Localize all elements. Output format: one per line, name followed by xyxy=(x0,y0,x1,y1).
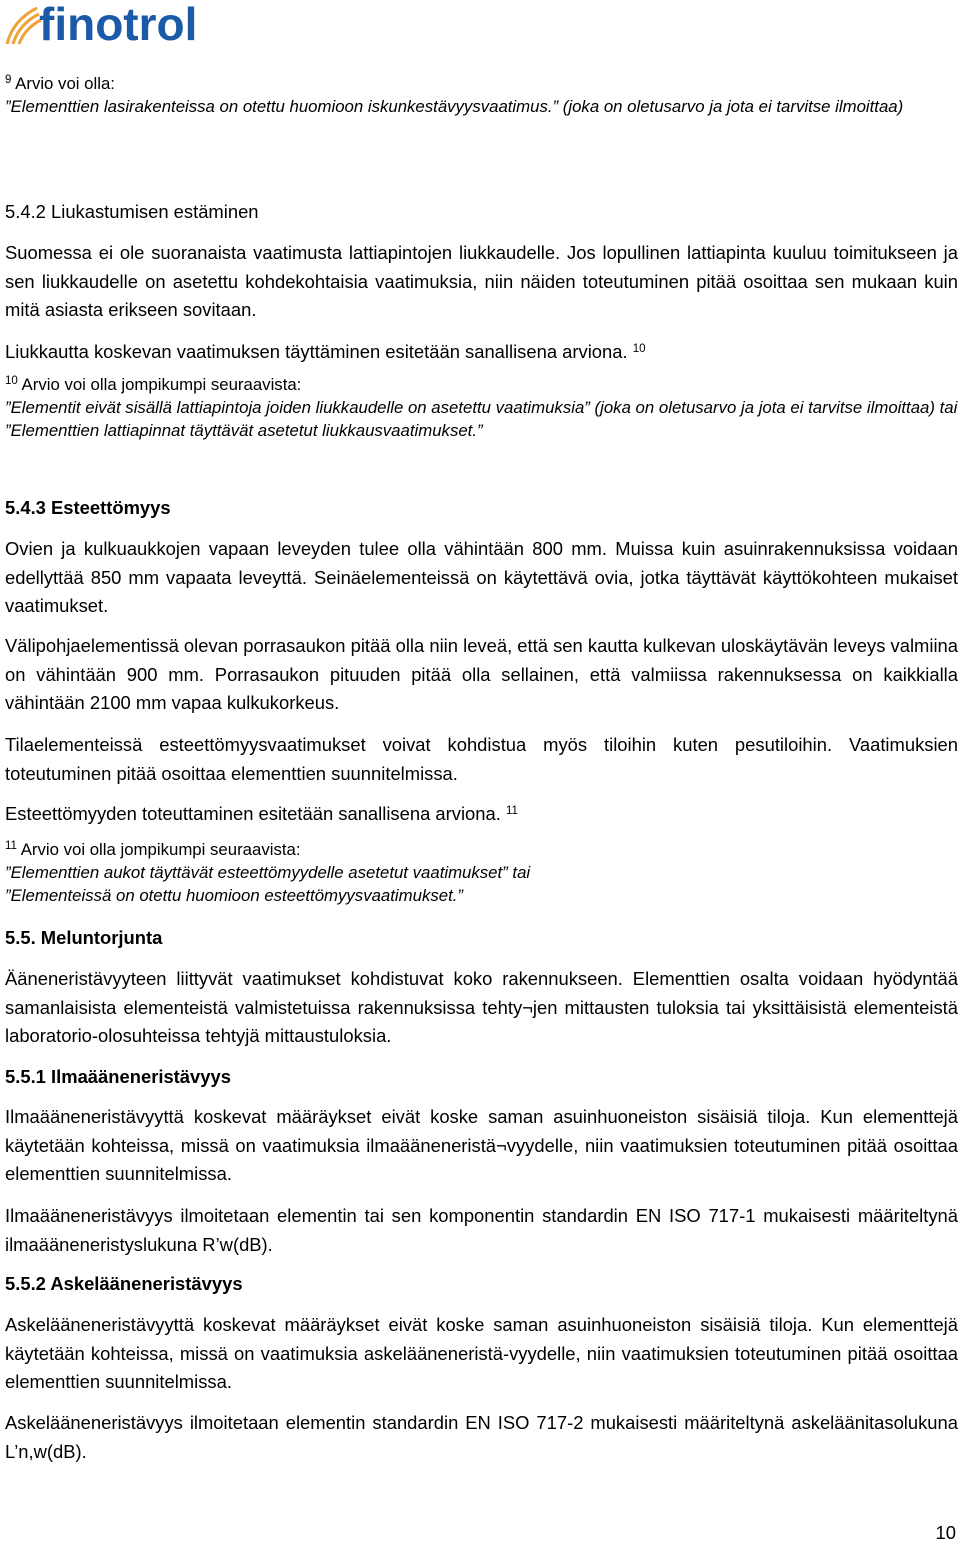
page-number: 10 xyxy=(935,1522,956,1543)
footnote-9 xyxy=(5,72,958,118)
paragraph: Suomessa ei ole suoranaista vaatimusta lattiapintojen liukkaudelle. Jos lopullinen lattiapinta kuuluu toimitukseen ja sen liukkaudelle on asetettu kohdekohtaisia vaatimuksia, niin näiden toteutuminen pitää osoittaa sen mukaan kuin mitä asiasta erikseen sovitaan. xyxy=(5,242,958,321)
footnote-ref: 11 xyxy=(505,805,518,817)
paragraph: Ovien ja kulkuaukkojen vapaan leveyden tulee olla vähintään 800 mm. Muissa kuin asuinrakennuksissa voidaan edellyttää 850 mm vapaata leveyttä. Seinäelementeissä on käytettävä ovia, jotka täyttävät käyttökohteen mukaiset vaatimukset. xyxy=(5,538,958,617)
section-5-5-2 xyxy=(5,1270,958,1299)
footnote-intro: Arvio voi olla jompikumpi seuraavista: xyxy=(21,375,302,394)
paragraph: Ääneneristävyyteen liittyvät vaatimukset kohdistuvat koko rakennukseen. Elementtien osalta voidaan hyödyntää samanlaisista elementeistä valmistetuissa rakennuksissa tehty¬jen mittausten tuloksia tai yksittäisistä elementeistä laboratorio-olosuhteissa tehtyjä mittaustuloksia. xyxy=(5,968,958,1047)
paragraph: Liukkautta koskevan vaatimuksen täyttäminen esitetään sanallisena arviona. xyxy=(5,341,628,362)
footnote-line: ”Elementeissä on otettu huomioon esteettömyysvaatimukset.” xyxy=(5,886,463,905)
finotrol-logo xyxy=(3,0,303,48)
footnote-line: ”Elementtien lattiapinnat täyttävät asetetut liukkausvaatimukset.” xyxy=(5,421,483,440)
paragraph: Tilaelementeissä esteettömyysvaatimukset voivat kohdistua myös tiloihin kuten pesutiloihin. Vaatimuksien toteutuminen pitää osoittaa elementtien suunnitelmissa. xyxy=(5,734,958,784)
section-5-5-p1 xyxy=(5,965,958,1051)
footnote-line: ”Elementtien lasirakenteissa on otettu huomioon iskunkestävyysvaatimus.” (joka on oletusarvo ja jota ei tarvitse ilmoittaa) xyxy=(5,97,904,116)
logo-mark-icon xyxy=(7,8,41,44)
footnote-intro: Arvio voi olla: xyxy=(15,74,115,93)
paragraph: Ilmaääneneristävyys ilmoitetaan elementin tai sen komponentin standardin EN ISO 717-1 mukaisesti määriteltynä ilmaääneneristyslukuna R’w(dB). xyxy=(5,1205,958,1255)
section-5-5-2-p2 xyxy=(5,1409,958,1466)
footnote-line: ”Elementit eivät sisällä lattiapintoja joiden liukkaudelle on asetettu vaatimuksia” (joka on oletusarvo ja jota ei tarvitse ilmoittaa) tai xyxy=(5,398,958,417)
section-heading: 5.5. Meluntorjunta xyxy=(5,927,163,948)
section-5-5 xyxy=(5,924,958,953)
paragraph: Askelääneneristävyyttä koskevat määräykset eivät koske saman asuinhuoneiston sisäisiä tiloja. Kun elementtejä käytetään kohteissa, missä on vaatimuksia askelääneneristä-vyydelle, niin vaatimuksien toteutuminen pitää osoittaa elementtien suunnitelmissa. xyxy=(5,1314,958,1393)
paragraph: Askelääneneristävyys ilmoitetaan elementin standardin EN ISO 717-2 mukaisesti määriteltynä askeläänitasolukuna L’n,w(dB). xyxy=(5,1412,958,1462)
section-heading: 5.5.1 Ilmaääneneristävyys xyxy=(5,1066,231,1087)
paragraph: Esteettömyyden toteuttaminen esitetään sanallisena arviona. xyxy=(5,803,501,824)
section-5-4-2 xyxy=(5,198,958,227)
footnote-number: 9 xyxy=(5,74,12,86)
footnote-number: 11 xyxy=(5,840,17,852)
footnote-line: ”Elementtien aukot täyttävät esteettömyydelle asetetut vaatimukset” tai xyxy=(5,863,531,882)
paragraph: Välipohjaelementissä olevan porrasaukon pitää olla niin leveä, että sen kautta kulkevan uloskäytävän leveys valmiina on vähintään 900 mm. Porrasaukon pituuden pitää olla sellainen, että valmiissa rakennuksessa on kaikkialla vähintään 2100 mm vapaa kulkukorkeus. xyxy=(5,635,958,714)
section-5-4-3-p4 xyxy=(5,800,958,829)
logo-wordmark: finotrol xyxy=(39,0,198,48)
section-5-5-1-p2 xyxy=(5,1202,958,1259)
section-5-4-2-p2 xyxy=(5,338,958,367)
section-5-4-3 xyxy=(5,494,958,523)
footnote-number: 10 xyxy=(5,375,18,387)
section-5-4-3-p3 xyxy=(5,731,958,788)
footnote-ref: 10 xyxy=(632,343,646,355)
section-5-5-1-p1 xyxy=(5,1103,958,1189)
footnote-11 xyxy=(5,838,958,907)
section-5-4-2-p1 xyxy=(5,239,958,325)
section-heading: 5.4.3 Esteettömyys xyxy=(5,497,171,518)
section-heading: 5.4.2 Liukastumisen estäminen xyxy=(5,201,259,222)
paragraph: Ilmaääneneristävyyttä koskevat määräykset eivät koske saman asuinhuoneiston sisäisiä tiloja. Kun elementtejä käytetään kohteissa, missä on vaatimuksia ilmaääneneristä¬vyydelle, niin vaatimuksien toteutuminen pitää osoittaa elementtien suunnitelmissa. xyxy=(5,1106,958,1185)
section-5-4-3-p1 xyxy=(5,535,958,621)
footnote-intro: Arvio voi olla jompikumpi seuraavista: xyxy=(20,840,301,859)
section-5-5-2-p1 xyxy=(5,1311,958,1397)
section-5-5-1 xyxy=(5,1063,958,1092)
section-5-4-3-p2 xyxy=(5,632,958,718)
section-heading: 5.5.2 Askelääneneristävyys xyxy=(5,1273,243,1294)
footnote-10 xyxy=(5,373,958,442)
